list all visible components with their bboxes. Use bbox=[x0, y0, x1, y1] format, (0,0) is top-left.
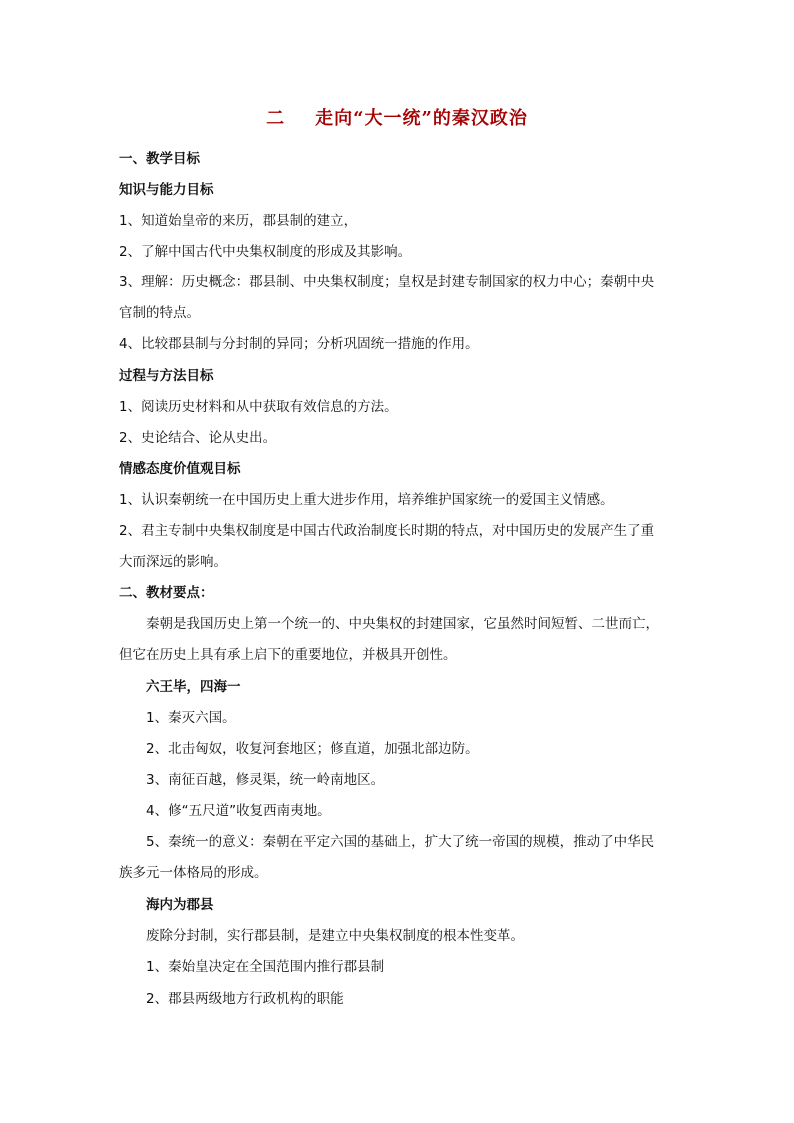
unification-item: 1、秦灭六国。 bbox=[146, 710, 236, 726]
commanderies-item: 2、郡县两级地方行政机构的职能 bbox=[146, 991, 344, 1007]
unification-item-continued: 族多元一体格局的形成。 bbox=[119, 865, 268, 881]
knowledge-item: 2、了解中国古代中央集权制度的形成及其影响。 bbox=[119, 244, 412, 260]
subheading-process: 过程与方法目标 bbox=[119, 368, 214, 384]
part-heading-unification: 六王毕，四海一 bbox=[146, 679, 241, 695]
unification-item: 3、南征百越，修灵渠，统一岭南地区。 bbox=[146, 772, 385, 788]
unification-item: 4、修“五尺道”收复西南夷地。 bbox=[146, 803, 331, 819]
commanderies-item: 1、秦始皇决定在全国范围内推行郡县制 bbox=[146, 959, 385, 975]
title-text: 走向“大一统”的秦汉政治 bbox=[315, 108, 528, 129]
section-heading-objectives: 一、教学目标 bbox=[119, 151, 200, 167]
page-title bbox=[0, 104, 794, 130]
part-heading-commanderies: 海内为郡县 bbox=[146, 897, 214, 913]
section-heading-key-points: 二、教材要点： bbox=[119, 585, 214, 601]
process-item: 2、史论结合、论从史出。 bbox=[119, 430, 277, 446]
title-number: 二 bbox=[266, 108, 286, 129]
commanderies-item: 废除分封制，实行郡县制，是建立中央集权制度的根本性变革。 bbox=[146, 928, 524, 944]
subheading-values: 情感态度价值观目标 bbox=[119, 461, 241, 477]
values-item: 2、君主专制中央集权制度是中国古代政治制度长时期的特点，对中国历史的发展产生了重 bbox=[119, 523, 655, 539]
knowledge-item: 官制的特点。 bbox=[119, 305, 200, 321]
process-item: 1、阅读历史材料和从中获取有效信息的方法。 bbox=[119, 399, 398, 415]
subheading-knowledge: 知识与能力目标 bbox=[119, 182, 214, 198]
values-item: 1、认识秦朝统一在中国历史上重大进步作用，培养维护国家统一的爱国主义情感。 bbox=[119, 492, 614, 508]
knowledge-item: 3、理解：历史概念：郡县制、中央集权制度；皇权是封建专制国家的权力中心；秦朝中央 bbox=[119, 274, 655, 290]
knowledge-item: 4、比较郡县制与分封制的异同；分析巩固统一措施的作用。 bbox=[119, 336, 479, 352]
unification-item: 5、秦统一的意义：秦朝在平定六国的基础上，扩大了统一帝国的规模，推动了中华民 bbox=[146, 834, 655, 850]
intro-paragraph-line: 秦朝是我国历史上第一个统一的、中央集权的封建国家，它虽然时间短暂、二世而亡， bbox=[146, 616, 659, 632]
knowledge-item: 1、知道始皇帝的来历，郡县制的建立， bbox=[119, 213, 358, 229]
unification-item: 2、北击匈奴，收复河套地区；修直道，加强北部边防。 bbox=[146, 741, 479, 757]
values-item: 大而深远的影响。 bbox=[119, 554, 227, 570]
intro-paragraph-line: 但它在历史上具有承上启下的重要地位，并极具开创性。 bbox=[119, 647, 457, 663]
